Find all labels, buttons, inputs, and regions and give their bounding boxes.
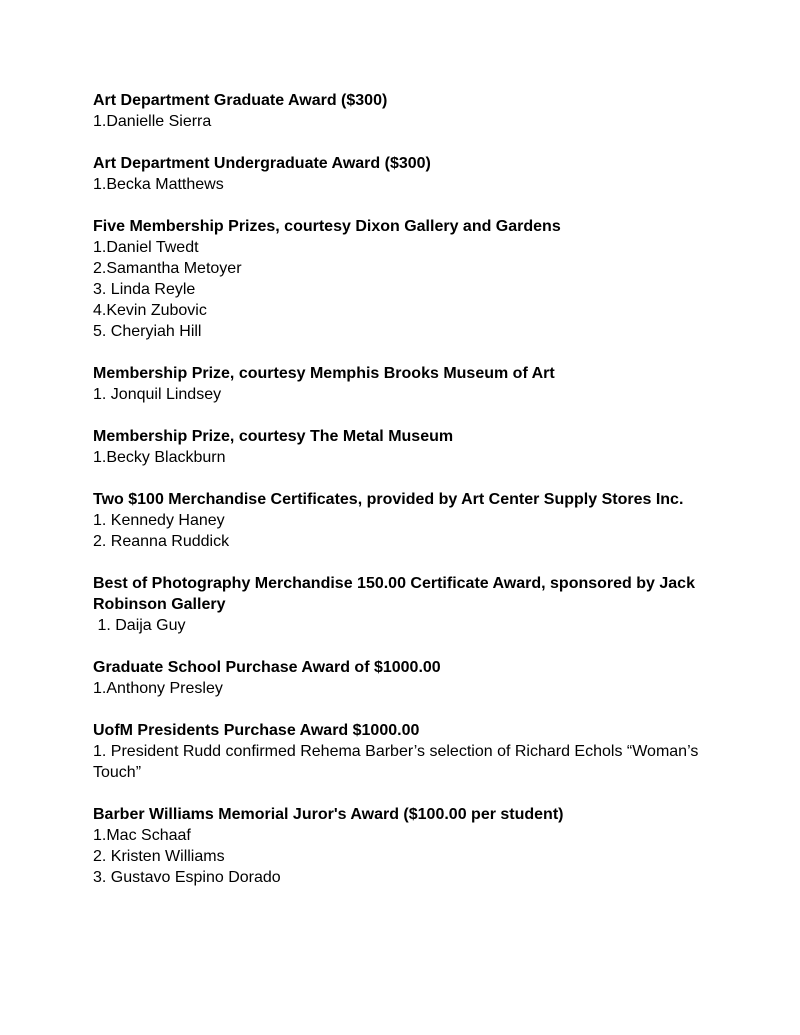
winner-line: 1.Danielle Sierra (93, 113, 212, 130)
award-section (93, 573, 707, 636)
award-title: Membership Prize, courtesy Memphis Brooks Museum of Art (93, 365, 555, 382)
award-section (93, 90, 707, 132)
winner-line: 1.Daniel Twedt (93, 239, 199, 256)
award-section (93, 216, 707, 342)
winner-line: 2.Samantha Metoyer (93, 260, 242, 277)
award-title: Membership Prize, courtesy The Metal Museum (93, 428, 454, 445)
winner-line: 1. Jonquil Lindsey (93, 386, 222, 403)
winner-line: 1. President Rudd confirmed Rehema Barber’s selection of Richard Echols “Woman’s Touch” (93, 743, 703, 781)
winner-line: 5. Cheryiah Hill (93, 323, 202, 340)
award-title: Best of Photography Merchandise 150.00 Certificate Award, sponsored by Jack Robinson Gallery (93, 575, 700, 613)
award-title: UofM Presidents Purchase Award $1000.00 (93, 722, 420, 739)
award-section (93, 489, 707, 552)
winner-line: 2. Reanna Ruddick (93, 533, 230, 550)
winner-line: 1. Daija Guy (93, 617, 186, 634)
award-title: Graduate School Purchase Award of $1000.00 (93, 659, 441, 676)
award-title: Five Membership Prizes, courtesy Dixon Gallery and Gardens (93, 218, 561, 235)
winner-line: 1.Becka Matthews (93, 176, 224, 193)
winner-line: 4.Kevin Zubovic (93, 302, 207, 319)
award-section (93, 657, 707, 699)
winner-line: 1.Becky Blackburn (93, 449, 226, 466)
winner-line: 3. Gustavo Espino Dorado (93, 869, 281, 886)
award-section (93, 804, 707, 888)
award-title: Art Department Graduate Award ($300) (93, 92, 388, 109)
award-title: Art Department Undergraduate Award ($300) (93, 155, 431, 172)
award-title: Two $100 Merchandise Certificates, provided by Art Center Supply Stores Inc. (93, 491, 684, 508)
winner-line: 1.Anthony Presley (93, 680, 223, 697)
winner-line: 3. Linda Reyle (93, 281, 196, 298)
award-section (93, 363, 707, 405)
award-section (93, 426, 707, 468)
award-section (93, 153, 707, 195)
winner-line: 1. Kennedy Haney (93, 512, 225, 529)
award-title: Barber Williams Memorial Juror's Award ($100.00 per student) (93, 806, 564, 823)
winner-line: 2. Kristen Williams (93, 848, 225, 865)
awards-list (93, 90, 707, 888)
award-section (93, 720, 707, 783)
winner-line: 1.Mac Schaaf (93, 827, 191, 844)
